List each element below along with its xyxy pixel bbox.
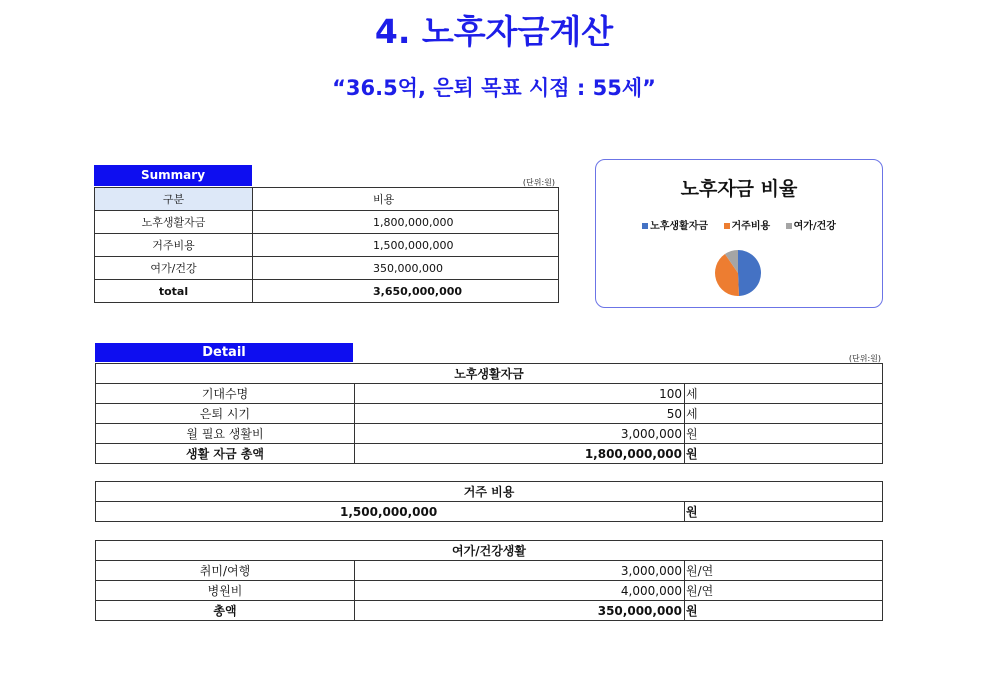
summary-table <box>94 187 559 303</box>
row-unit: 세 <box>685 404 883 424</box>
summary-row-value: 1,500,000,000 <box>253 234 559 257</box>
row-unit: 세 <box>685 384 883 404</box>
row-label: 취미/여행 <box>96 561 355 581</box>
row-value: 100 <box>355 384 685 404</box>
pie-chart <box>708 243 768 303</box>
table-row <box>96 581 883 601</box>
summary-col-cost: 비용 <box>253 188 559 211</box>
table-row <box>96 424 883 444</box>
living-table <box>95 363 883 464</box>
table-row <box>96 561 883 581</box>
row-label: 기대수명 <box>96 384 355 404</box>
summary-row-label: 여가/건강 <box>95 257 253 280</box>
legend-item <box>786 217 836 232</box>
row-label: 총액 <box>96 601 355 621</box>
row-value: 1,800,000,000 <box>355 444 685 464</box>
chart-title: 노후자금 비율 <box>680 178 798 200</box>
row-unit: 원/연 <box>685 561 883 581</box>
legend-swatch <box>786 223 792 229</box>
page-subtitle: “36.5억, 은퇴 목표 시점 : 55세” <box>332 76 656 100</box>
summary-total-value: 3,650,000,000 <box>253 280 559 303</box>
table-row <box>96 502 883 522</box>
table-row <box>95 234 559 257</box>
row-value: 3,000,000 <box>355 424 685 444</box>
legend-swatch <box>642 223 648 229</box>
legend-label: 노후생활자금 <box>650 221 709 232</box>
detail-header: Detail <box>95 343 353 362</box>
row-value: 3,000,000 <box>355 561 685 581</box>
housing-table <box>95 481 883 522</box>
row-label: 병원비 <box>96 581 355 601</box>
row-unit: 원 <box>685 424 883 444</box>
row-label: 생활 자금 총액 <box>96 444 355 464</box>
pie-chart-card <box>595 159 883 308</box>
row-unit: 원 <box>685 444 883 464</box>
table-row <box>96 384 883 404</box>
row-label: 은퇴 시기 <box>96 404 355 424</box>
pie-slice-1 <box>738 250 761 296</box>
row-unit: 원 <box>685 601 883 621</box>
row-value: 50 <box>355 404 685 424</box>
legend-item <box>724 217 771 232</box>
summary-row-label: 거주비용 <box>95 234 253 257</box>
summary-total-label: total <box>95 280 253 303</box>
housing-unit: 원 <box>685 502 883 522</box>
housing-value: 1,500,000,000 <box>96 502 685 522</box>
detail-unit: (단위:원) <box>848 354 881 363</box>
table-row-total <box>96 444 883 464</box>
summary-row-label: 노후생활자금 <box>95 211 253 234</box>
legend-label: 여가/건강 <box>793 221 836 232</box>
summary-unit: (단위:원) <box>522 178 555 187</box>
summary-row-value: 350,000,000 <box>253 257 559 280</box>
summary-row-value: 1,800,000,000 <box>253 211 559 234</box>
table-row-total <box>96 601 883 621</box>
table-row <box>96 404 883 424</box>
legend-item <box>642 217 708 232</box>
page-title: 4. 노후자금계산 <box>374 12 614 51</box>
chart-legend <box>596 217 882 232</box>
row-label: 월 필요 생활비 <box>96 424 355 444</box>
row-unit: 원/연 <box>685 581 883 601</box>
housing-section-title: 거주 비용 <box>96 482 883 502</box>
row-value: 4,000,000 <box>355 581 685 601</box>
living-section-title: 노후생활자금 <box>96 364 883 384</box>
leisure-table <box>95 540 883 621</box>
summary-header: Summary <box>94 165 252 186</box>
row-value: 350,000,000 <box>355 601 685 621</box>
leisure-section-title: 여가/건강생활 <box>96 541 883 561</box>
legend-swatch <box>724 223 730 229</box>
summary-col-category: 구분 <box>95 188 253 211</box>
table-row <box>95 211 559 234</box>
table-row <box>95 257 559 280</box>
table-row-total <box>95 280 559 303</box>
legend-label: 거주비용 <box>731 221 771 232</box>
